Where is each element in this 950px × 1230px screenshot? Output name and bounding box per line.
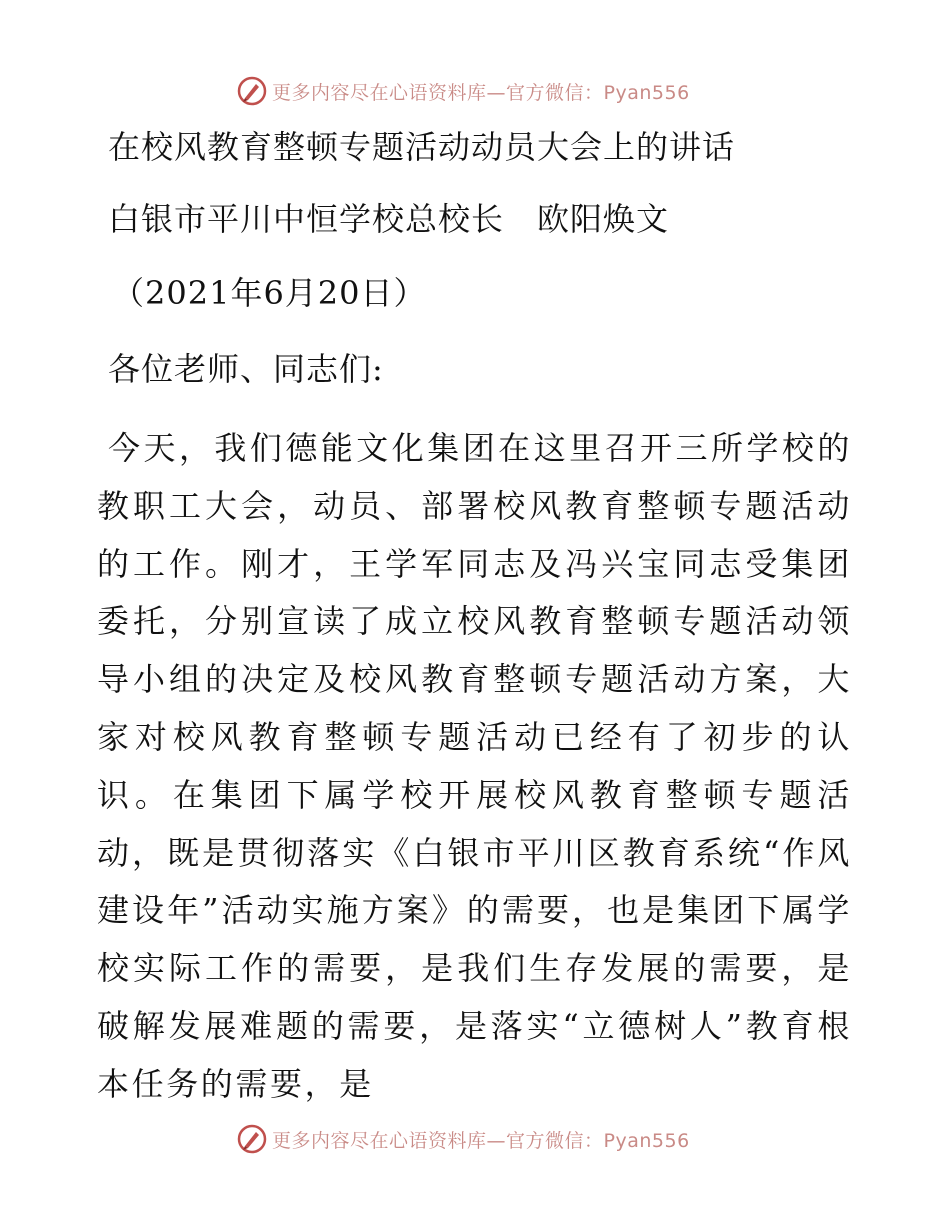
watermark-footer <box>236 1122 690 1156</box>
body-paragraph: 今天，我们德能文化集团在这里召开三所学校的教职工大会，动员、部署校风教育整顿专题活动的工作。刚才，王学军同志及冯兴宝同志受集团委托，分别宣读了成立校风教育整顿专题活动领导小组的决定及校风教育整顿专题活动方案，大家对校风教育整顿专题活动已经有了初步的认识。在集团下属学校开展校风教育整顿专题活动，既是贯彻落实《白银市平川区教育系统“作风建设年”活动实施方案》的需要，也是集团下属学校实际工作的需要，是我们生存发展的需要，是破解发展难题的需要，是落实“立德树人”教育根本任务的需要，是 <box>97 429 852 1103</box>
pen-seal-icon <box>236 75 268 107</box>
pen-seal-icon <box>236 1123 268 1155</box>
salutation: 各位老师、同志们: <box>108 350 384 388</box>
watermark-text: 更多内容尽在心语资料库—官方微信：Pyan556 <box>272 81 690 104</box>
document-title: 在校风教育整顿专题活动动员大会上的讲话 <box>108 128 736 166</box>
author-line: 白银市平川中恒学校总校长 欧阳焕文 <box>108 200 670 238</box>
date-line: （2021年6月20日） <box>112 274 427 312</box>
watermark-text: 更多内容尽在心语资料库—官方微信：Pyan556 <box>272 1129 690 1152</box>
watermark-header <box>236 74 690 108</box>
